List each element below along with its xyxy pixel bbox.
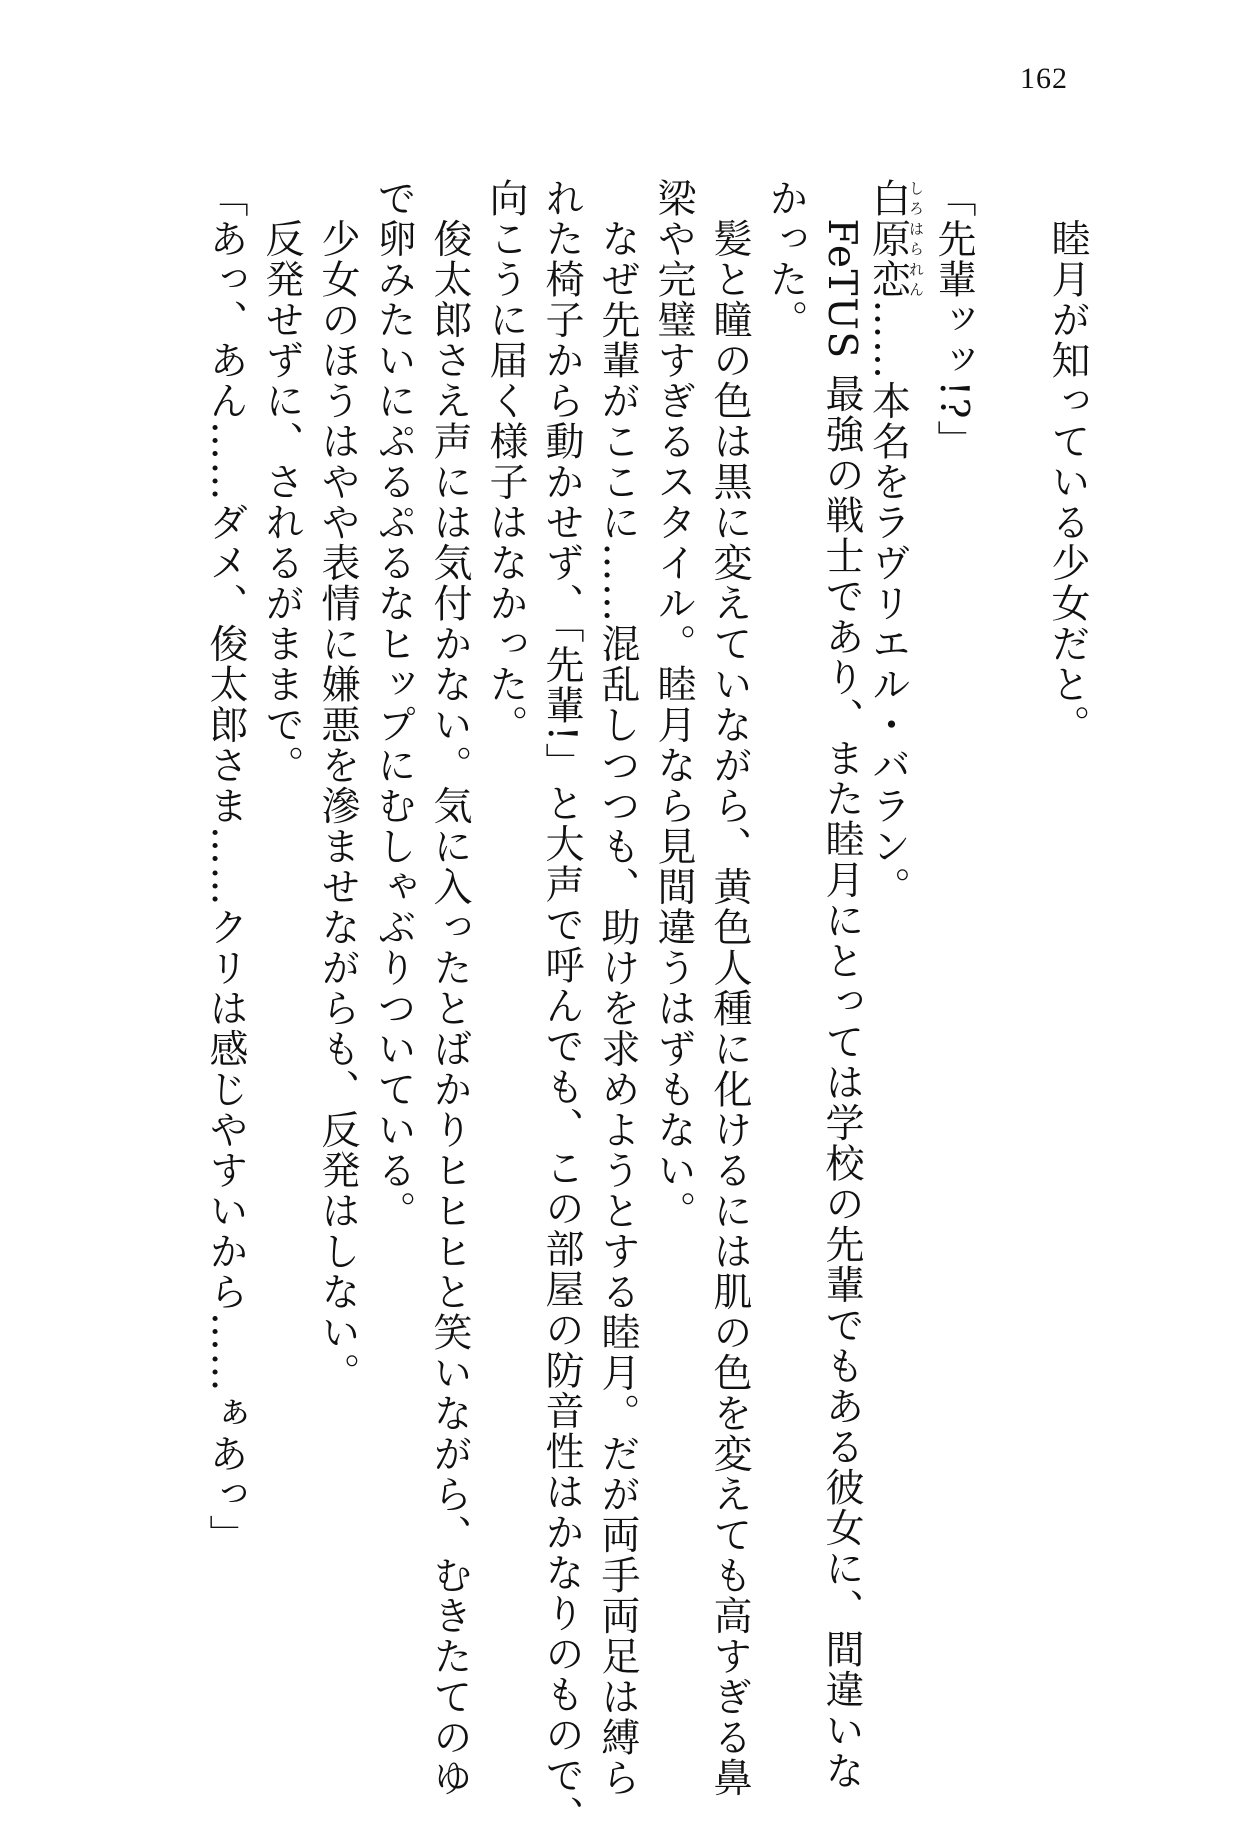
ruby-name (865, 178, 925, 300)
ruby-rest: ……本名をラヴリエル・バラン。 (865, 299, 911, 907)
text-line-2: 「先輩ッッ!?」 (931, 178, 976, 461)
text-line-12: で卵みたいにぷるぷるなヒップにむしゃぶりついている。 (371, 178, 416, 1231)
page-number: 162 (1020, 62, 1068, 95)
text-line-14: 反発せずに、されるがままで。 (259, 178, 304, 786)
text-line-13: 少女のほうはやや表情に嫌悪を滲ませながらも、反発はしない。 (315, 178, 360, 1393)
text-line-15: 「あっ、あん……ダメ、俊太郎さま……クリは感じやすいから……ぁあっ」 (203, 178, 248, 1555)
ruby-base: 白原恋 (865, 178, 911, 300)
text-line-11: 俊太郎さえ声には気付かない。気に入ったとばかりヒヒヒと笑いながら、むきたてのゆ (427, 178, 472, 1798)
text-line-5: かった。 (763, 178, 808, 340)
text-line-4: FeTUS 最強の戦士であり、また睦月にとっては学校の先輩でもある彼女に、間違いな (819, 178, 864, 1792)
text-line-6: 髪と瞳の色は黒に変えていながら、黄色人種に化けるには肌の色を変えても高すぎる鼻 (707, 178, 752, 1798)
text-line-1: 睦月が知っている少女だと。 (1045, 178, 1090, 745)
text-line-10: 向こうに届く様子はなかった。 (483, 178, 528, 745)
ruby-reading: しろはられん (907, 178, 925, 300)
text-line-3 (865, 178, 925, 907)
text-line-7: 梁や完璧すぎるスタイル。睦月なら見間違うはずもない。 (651, 178, 696, 1231)
text-line-8: なぜ先輩がここに……混乱しつつも、助けを求めようとする睦月。だが両手両足は縛ら (595, 178, 640, 1798)
text-line-9: れた椅子から動かせず、「先輩!」と大声で呼んでも、この部屋の防音性はかなりのもので、 (539, 178, 584, 1836)
